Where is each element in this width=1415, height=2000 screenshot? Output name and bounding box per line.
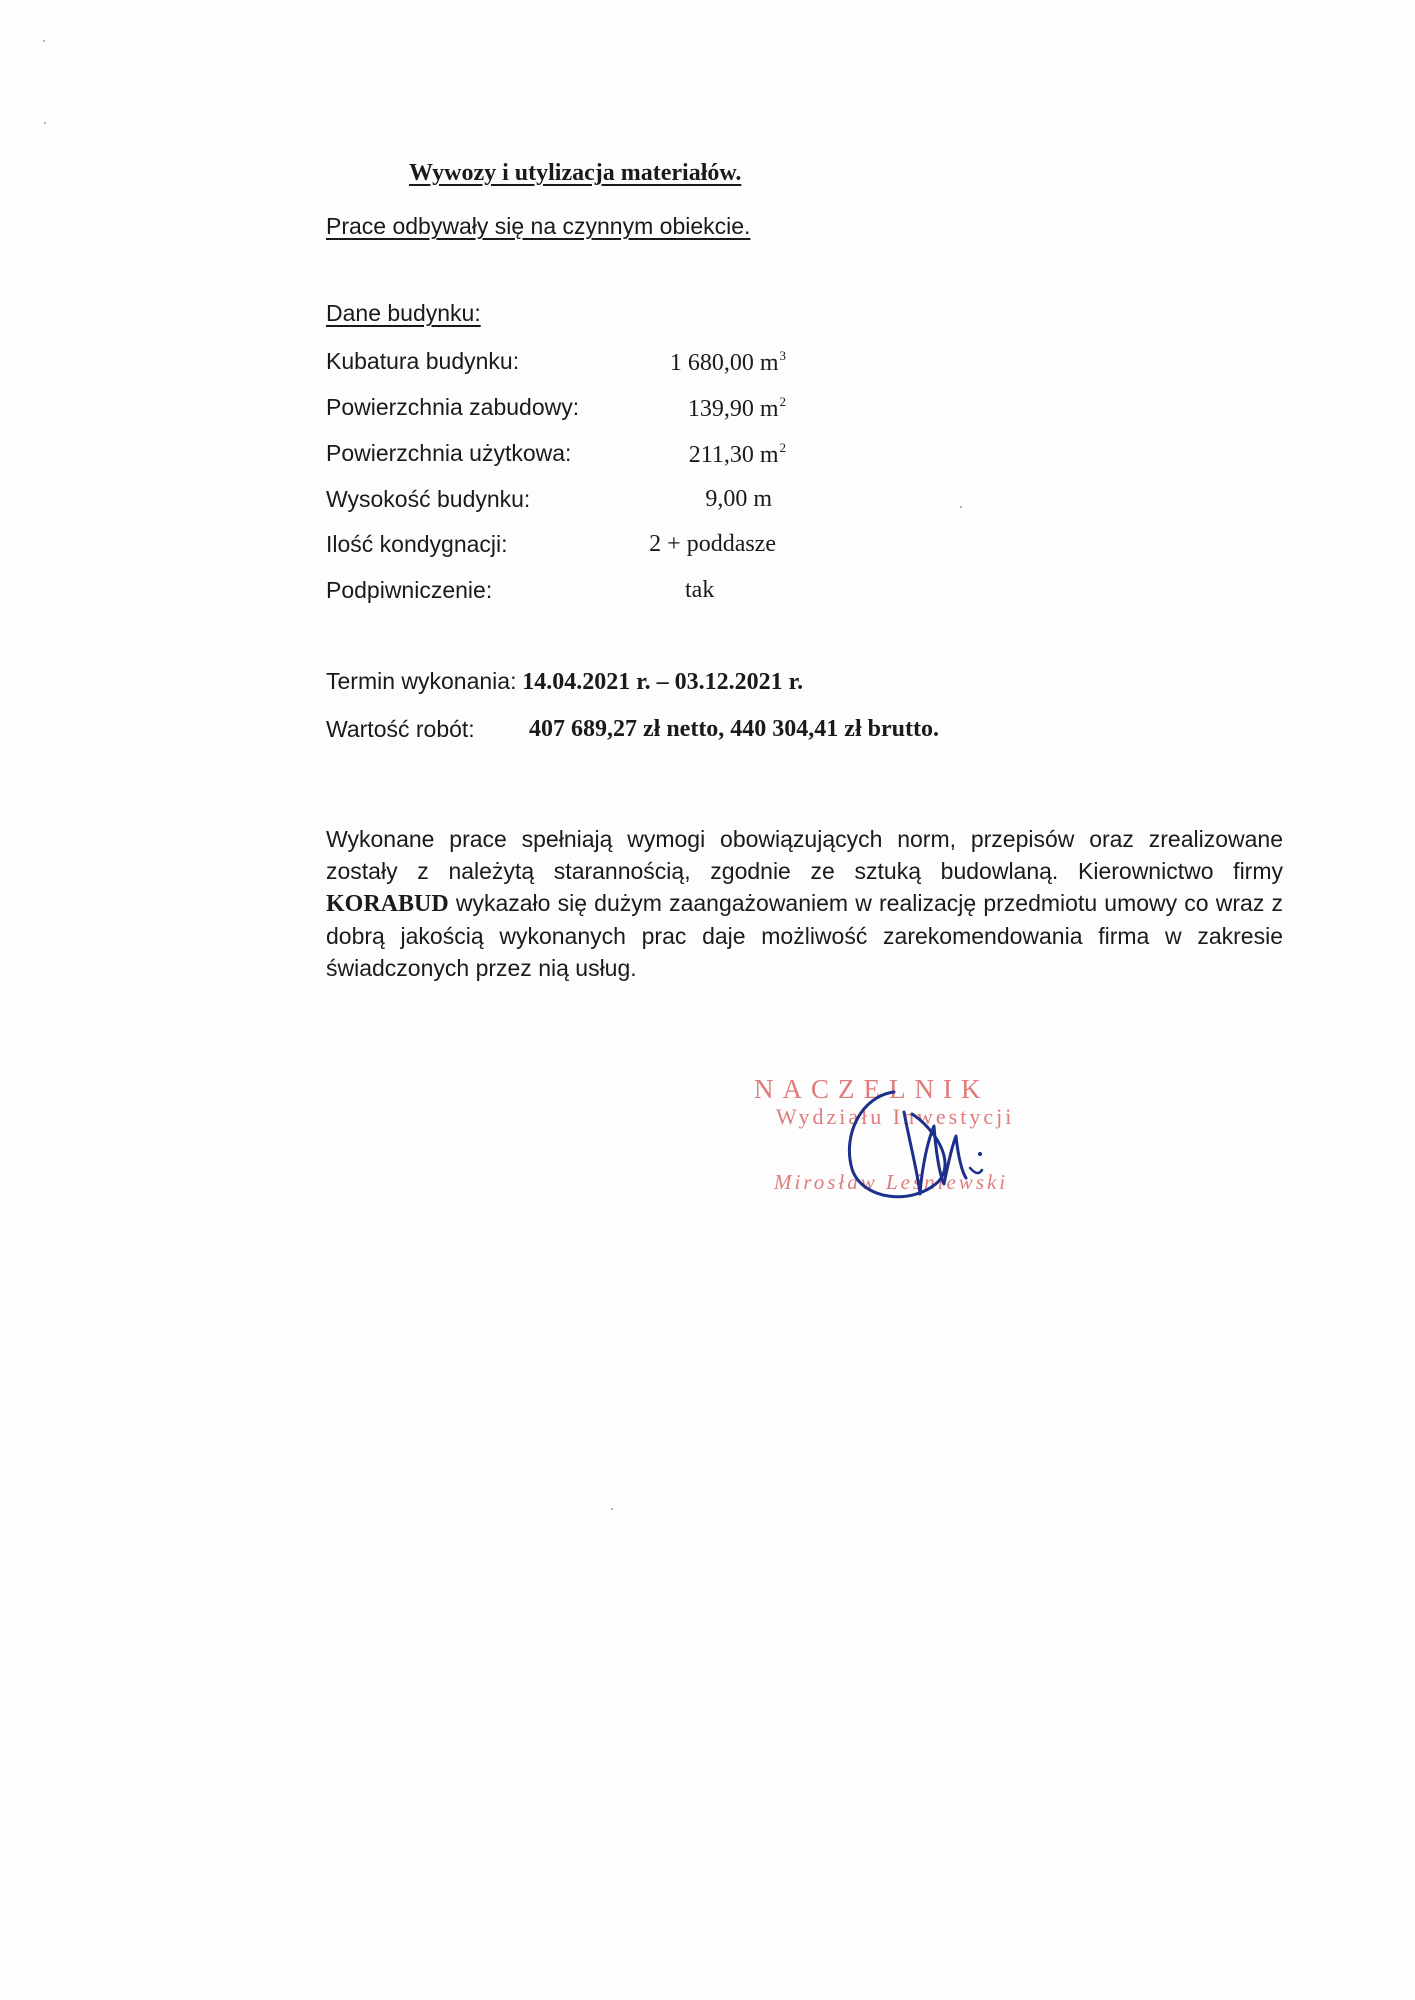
building-data-label: Powierzchnia zabudowy:	[326, 394, 580, 420]
scan-speck	[44, 122, 46, 124]
scan-speck	[611, 1508, 613, 1510]
building-data-value: 9,00 m	[705, 486, 772, 512]
unit-exponent: 2	[779, 394, 786, 409]
official-stamp	[752, 1074, 1072, 1224]
building-data-row	[326, 577, 786, 607]
handwritten-signature	[752, 1074, 1072, 1224]
stamp-department: Wydziału Inwestycji	[776, 1104, 1015, 1129]
building-data-row	[326, 486, 786, 516]
stamp-title: NACZELNIK	[754, 1074, 990, 1104]
building-data-row	[326, 531, 786, 561]
unit-exponent: 2	[779, 440, 786, 455]
building-data-value: tak	[685, 577, 715, 603]
works-value-amount: 407 689,27 zł netto, 440 304,41 zł brutto.	[529, 716, 939, 742]
works-value-label: Wartość robót:	[326, 716, 475, 742]
scan-speck	[43, 40, 45, 42]
scan-speck	[960, 506, 962, 508]
document-subtitle: Prace odbywały się na czynnym obiekcie.	[326, 213, 751, 239]
works-value	[326, 716, 939, 743]
building-data-value: 1 680,00 $m^3$	[669, 348, 786, 376]
building-data-label: Wysokość budynku:	[326, 486, 531, 512]
stamp-name: Mirosław Leśniewski	[774, 1170, 1009, 1194]
building-data-value: 139,90 $m^2$	[687, 394, 786, 422]
recommendation-paragraph	[326, 823, 1283, 984]
completion-term-value: 14.04.2021 r. – 03.12.2021 r.	[522, 669, 804, 695]
building-data-row	[326, 440, 786, 470]
document-title: Wywozy i utylizacja materiałów.	[409, 160, 742, 186]
building-data-value: 211,30 $m^2$	[688, 440, 786, 468]
building-section-label: Dane budynku:	[326, 300, 481, 326]
building-data-value: 2 + poddasze	[649, 531, 776, 557]
unit-exponent: 3	[779, 348, 786, 363]
building-data-label: Powierzchnia użytkowa:	[326, 440, 572, 466]
completion-term-label: Termin wykonania:	[326, 668, 517, 694]
building-data-row	[326, 394, 786, 424]
paragraph-text: Wykonane prace spełniają wymogi obowiązujących norm, przepisów oraz zrealizowane zostały z należytą starannością, zgodnie ze sztuką budowlaną. Kierownictwo firmy	[326, 826, 1283, 884]
completion-term	[326, 668, 803, 696]
building-data-row	[326, 348, 786, 378]
company-name: KORABUD	[326, 891, 449, 917]
building-data-label: Kubatura budynku:	[326, 348, 520, 374]
building-data-label: Podpiwniczenie:	[326, 577, 493, 603]
building-data-label: Ilość kondygnacji:	[326, 531, 508, 557]
paragraph-text: wykazało się dużym zaangażowaniem w realizację przedmiotu umowy co wraz z dobrą jakością wykonanych prac daje możliwość zarekomendowania firma w zakresie świadczonych przez nią usług.	[326, 890, 1283, 981]
